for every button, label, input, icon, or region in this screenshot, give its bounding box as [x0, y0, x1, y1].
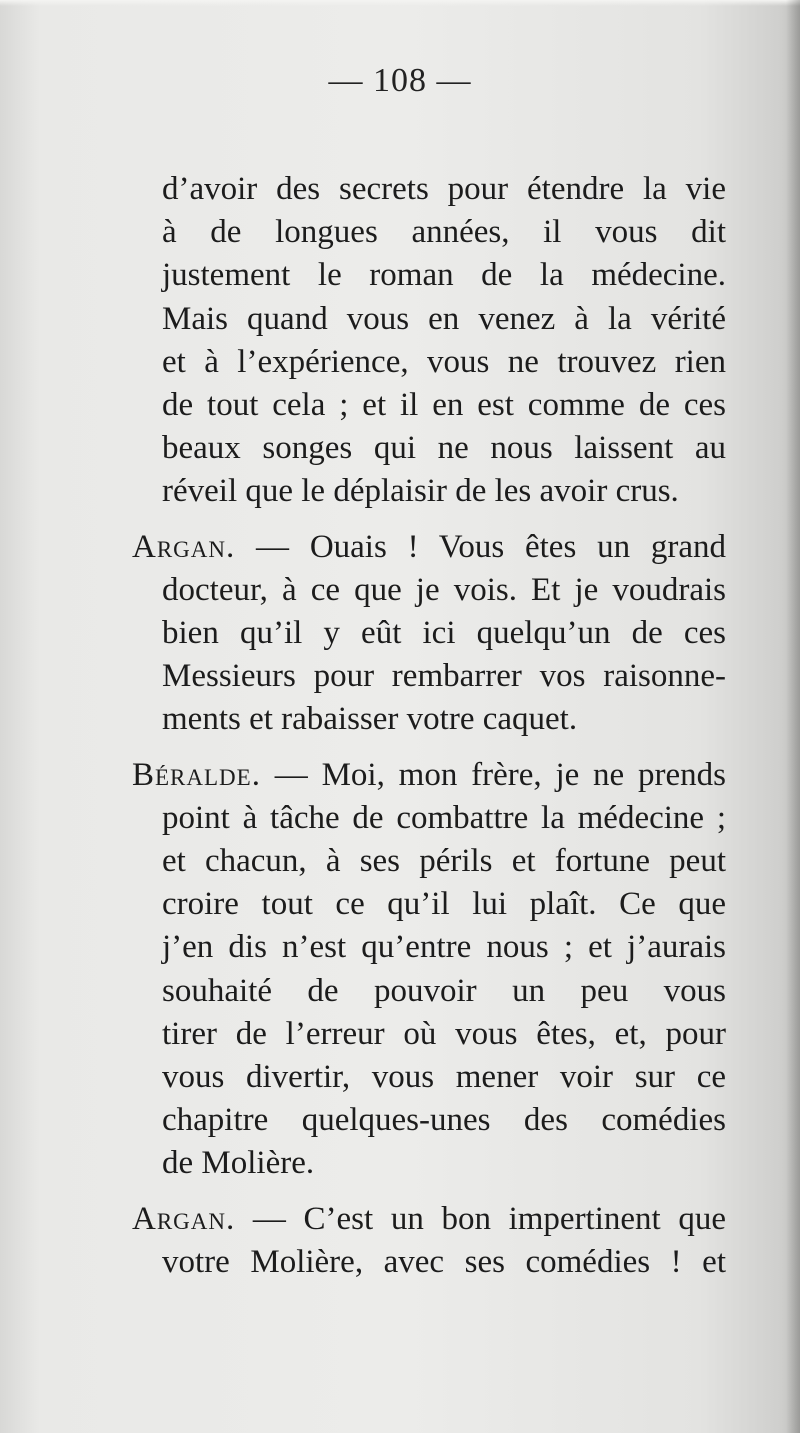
text-line: beaux songes qui ne nous laissent au [162, 430, 726, 467]
page-body [132, 168, 726, 1296]
text-line: à de longues années, il vous dit [162, 214, 726, 251]
text-line: j’en dis n’est qu’entre nous ; et j’aurais [162, 929, 726, 966]
speech-argan [132, 1198, 726, 1284]
text-line: et à l’expérience, vous ne trouvez rien [162, 343, 726, 380]
text-line: Mais quand vous en venez à la vérité [162, 300, 726, 337]
text-line: bien qu’il y eût ici quelqu’un de ces [162, 615, 726, 652]
speaker-name: Béralde. [132, 756, 261, 793]
page-binding-shadow [786, 0, 800, 1433]
text-line: de Molière. [162, 1145, 315, 1182]
speech-first-line [132, 754, 726, 797]
speaker-name: Argan. [132, 1200, 236, 1237]
speech-text: — Moi, mon frère, je ne prends [260, 756, 726, 793]
text-line: croire tout ce qu’il lui plaît. Ce que [162, 886, 726, 923]
speech-text: — Ouais ! Vous êtes un grand [235, 528, 726, 565]
paragraph-continuation [132, 168, 726, 514]
text-line: de tout cela ; et il en est comme de ces [162, 387, 726, 424]
page-number: — 108 — [328, 62, 472, 99]
text-line: tirer de l’erreur où vous êtes, et, pour [162, 1015, 726, 1052]
speech-argan [132, 526, 726, 742]
text-line: chapitre quelques-unes des comédies [162, 1102, 726, 1139]
speech-text: — C’est un bon impertinent que [235, 1200, 726, 1237]
text-line: docteur, à ce que je vois. Et je voudrais [162, 571, 726, 608]
page-top-edge [0, 0, 800, 6]
text-line: votre Molière, avec ses comédies ! et [162, 1243, 726, 1280]
text-line: point à tâche de combattre la médecine ; [162, 799, 726, 836]
text-line: justement le roman de la médecine. [162, 257, 726, 294]
text-line: souhaité de pouvoir un peu vous [162, 972, 726, 1009]
text-line: et chacun, à ses périls et fortune peut [162, 843, 726, 880]
speech-first-line [132, 1198, 726, 1241]
text-line: vous divertir, vous mener voir sur ce [162, 1059, 726, 1096]
speaker-name: Argan. [132, 528, 236, 565]
text-line: réveil que le déplaisir de les avoir crus. [162, 473, 679, 510]
speech-beralde [132, 754, 726, 1186]
text-line: d’avoir des secrets pour étendre la vie [162, 171, 726, 207]
speech-first-line [132, 526, 726, 569]
text-line: Messieurs pour rembarrer vos raisonne- [162, 658, 726, 695]
text-line: ments et rabaisser votre caquet. [162, 701, 578, 738]
